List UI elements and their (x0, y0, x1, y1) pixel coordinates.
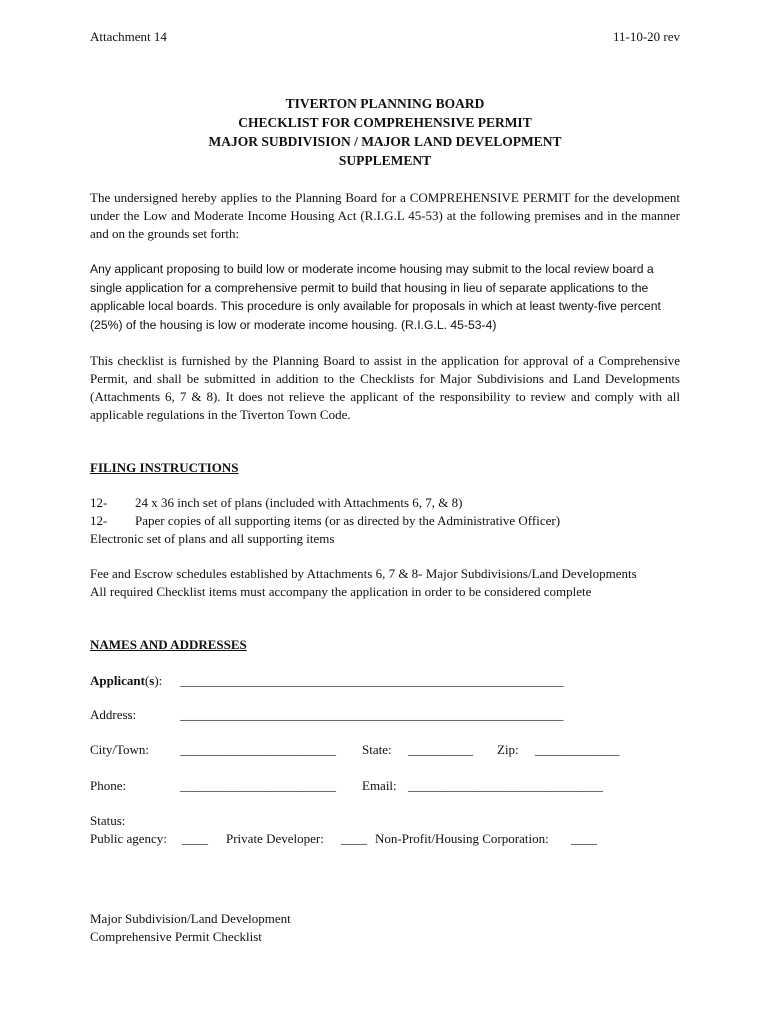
nonprofit-label: Non-Profit/Housing Corporation: (375, 831, 549, 846)
header-revision-date: 11-10-20 rev (612, 29, 680, 44)
filing-item-text: Electronic set of plans and all supporting items (90, 531, 335, 546)
applicant-label: Applicant(s): (90, 673, 163, 688)
address-label: Address: (90, 707, 137, 722)
zip-label: Zip: (497, 742, 519, 757)
header-attachment-label: Attachment 14 (90, 29, 167, 44)
filing-item-qty: 12- (90, 495, 108, 510)
private-developer-field[interactable]: ____ (341, 831, 367, 846)
phone-label: Phone: (90, 778, 127, 793)
intro-paragraph: The undersigned hereby applies to the Planning Board for a COMPREHENSIVE PERMIT for the development under the Low and Moderate Income Housing Act (R.I.G.L 45-53) at the following premises and in the manner and on the grounds set forth: (90, 190, 680, 241)
applicant-note-paragraph: Any applicant proposing to build low or moderate income housing may submit to the local review board a single application for a comprehensive permit to build that housing in lieu of separate applications to the applicable local boards. This procedure is only available for proposals in which at least twenty-five percent (25%) of the housing is low or moderate income housing. (R.I.G.L. 45-53-4) (90, 262, 661, 332)
state-field[interactable]: __________ (408, 742, 473, 757)
applicant-field[interactable]: ___________________________________________________________ (180, 673, 564, 688)
footer-line-2: Comprehensive Permit Checklist (90, 929, 262, 944)
names-addresses-heading: NAMES AND ADDRESSES (90, 637, 247, 652)
zip-field[interactable]: _____________ (535, 742, 620, 757)
title-line-2: CHECKLIST FOR COMPREHENSIVE PERMIT (238, 115, 532, 130)
filing-item-qty: 12- (90, 513, 108, 528)
nonprofit-field[interactable]: ____ (571, 831, 597, 846)
address-field[interactable]: ___________________________________________________________ (180, 707, 564, 722)
filing-item-text: Paper copies of all supporting items (or as directed by the Administrative Officer) (135, 513, 561, 528)
title-line-3: MAJOR SUBDIVISION / MAJOR LAND DEVELOPMENT (208, 134, 562, 149)
document-title (0, 94, 770, 170)
checklist-note-paragraph: This checklist is furnished by the Planning Board to assist in the application for approval of a Comprehensive Permit, and shall be submitted in addition to the Checklists for Major Subdivisions and Land Developments (Attachments 6, 7 & 8). It does not relieve the applicant of the responsibility to review and comply with all applicable regulations in the Tiverton Town Code. (90, 353, 680, 422)
status-label: Status: (90, 813, 126, 828)
checklist-requirement-line: All required Checklist items must accompany the application in order to be considered complete (90, 584, 592, 599)
filing-instructions-heading: FILING INSTRUCTIONS (90, 460, 239, 475)
title-line-4: SUPPLEMENT (338, 153, 432, 168)
email-field[interactable]: ______________________________ (408, 778, 603, 793)
title-line-1: TIVERTON PLANNING BOARD (285, 96, 485, 111)
state-label: State: (362, 742, 392, 757)
email-label: Email: (362, 778, 397, 793)
fee-schedule-line: Fee and Escrow schedules established by Attachments 6, 7 & 8- Major Subdivisions/Land Developments (90, 566, 637, 581)
private-developer-label: Private Developer: (226, 831, 324, 846)
footer-line-1: Major Subdivision/Land Development (90, 911, 291, 926)
city-label: City/Town: (90, 742, 150, 757)
city-field[interactable]: ________________________ (180, 742, 336, 757)
phone-field[interactable]: ________________________ (180, 778, 336, 793)
public-agency-label: Public agency: (90, 831, 167, 846)
public-agency-field[interactable]: ____ (182, 831, 208, 846)
filing-item-text: 24 x 36 inch set of plans (included with Attachments 6, 7, & 8) (135, 495, 463, 510)
